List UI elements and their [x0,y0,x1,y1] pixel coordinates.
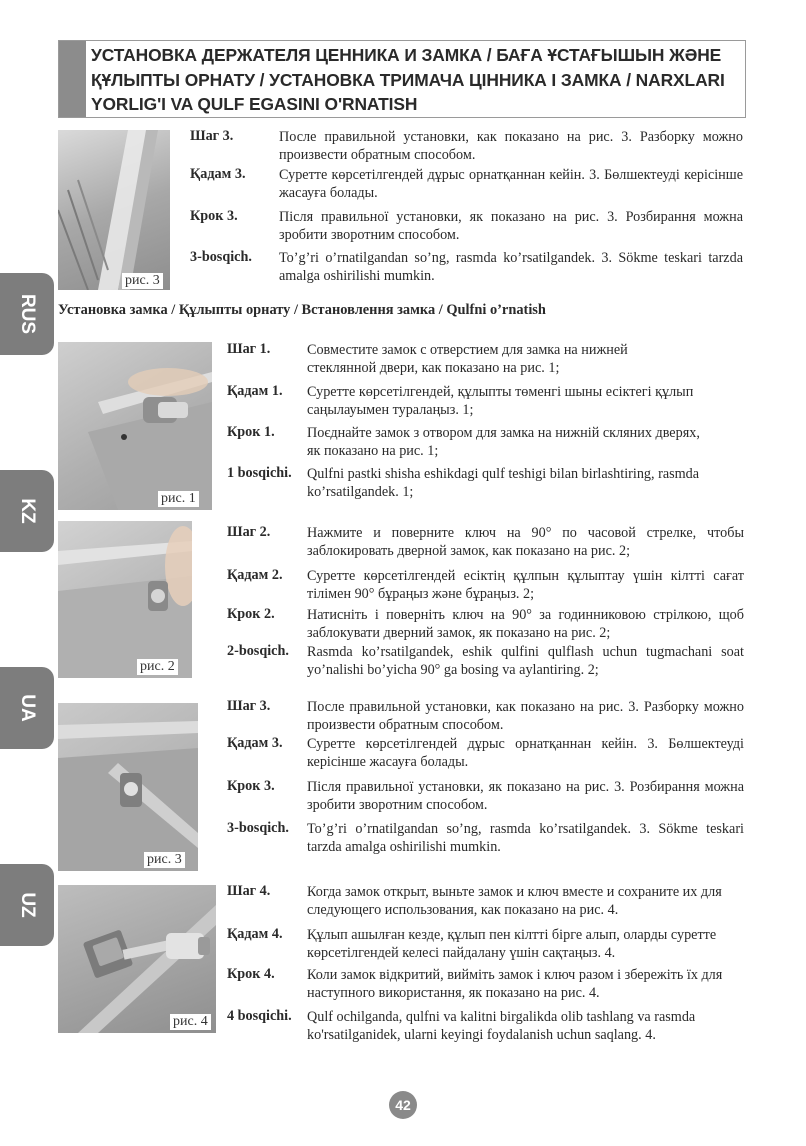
step-text: Совместите замок с отверстием для замка на нижней стеклянной двери, как показано на рис. 1; [307,342,628,376]
price-holder-photo [58,130,170,290]
step-text: Qulfni pastki shisha eshikdagi qulf teshigi bilan birlashtiring, rasmda ko’rsatilgandek. 1; [307,466,700,500]
step-label: Крок 3. [227,778,275,794]
lock-step4-photo [58,885,216,1033]
step-label: 1 bosqichi. [227,465,292,481]
step-text: Суретте көрсетілгендей, құлыпты төменгі шыны есіктегі құлып саңылауымен туралаңыз. 1; [307,384,694,418]
step-label: 3-bosqich. [227,820,289,836]
language-tab-ua: UA [0,667,54,749]
lock-step2-photo [58,521,192,678]
lock-step1-photo [58,342,212,510]
step-label: Қадам 2. [227,567,283,583]
figure-caption: рис. 2 [137,659,178,675]
step-label: 2-bosqich. [227,643,289,659]
step-label: Шаг 4. [227,883,271,899]
step-text: Після правильної установки, як показано на рис. 3. Розбирання можна зробити зворотним способом. [307,779,744,813]
figure-caption: рис. 3 [144,852,185,868]
step-label: Крок 4. [227,966,275,982]
step-text: Натисніть і поверніть ключ на 90° за годинниковою стрілкою, щоб заблокувати дверний замок, як показано на рис. 2; [307,607,744,641]
step-label: Шаг 2. [227,524,271,540]
step-label: Қадам 3. [190,166,246,182]
title-accent-bar [59,41,86,117]
step-label: 4 bosqichi. [227,1008,292,1024]
step-text: To’g’ri o’rnatilgandan so’ng, rasmda ko’rsatilgandek. 3. Sökme teskari tarzda amalga oshirilishi mumkin. [307,821,744,855]
section-title-box [58,40,746,118]
step-text: To’g’ri o’rnatilgandan so’ng, rasmda ko’rsatilgandek. 3. Sökme teskari tarzda amalga oshirilishi mumkin. [279,250,743,284]
step-text: Когда замок открыт, выньте замок и ключ вместе и сохраните их для следующего использования, как показано на рис. 4. [307,884,722,918]
step-text: После правильной установки, как показано на рис. 3. Разборку можно произвести обратным способом. [279,129,743,163]
page-number: 42 [389,1091,417,1119]
step-label: Қадам 1. [227,383,283,399]
step-label: 3-bosqich. [190,249,252,265]
step-label: Шаг 1. [227,341,271,357]
step-text: После правильной установки, как показано на рис. 3. Разборку можно произвести обратным способом. [307,699,744,733]
step-label: Шаг 3. [190,128,234,144]
step-text: Суретте көрсетілгендей дұрыс орнатқаннан кейін. 3. Бөлшектеуді керісінше жасауға болады. [307,736,744,770]
step-text: Суретте көрсетілгендей есіктің құлпын құлыптау үшін кілтті сағат тілімен 90° бұраңыз және бұраңыз. 2; [307,568,744,602]
step-text: Құлып ашылған кезде, құлып пен кілтті бірге алып, оларды суретте көрсетілгендей келесі пайдалану үшін сақтаңыз. 4. [307,927,717,961]
figure-caption: рис. 4 [170,1014,211,1030]
lock-installation-heading: Установка замка / Құлыпты орнату / Встановлення замка / Qulfni o’rnatish [58,302,546,318]
step-label: Крок 2. [227,606,275,622]
step-label: Қадам 4. [227,926,283,942]
step-label: Шаг 3. [227,698,271,714]
page-title: УСТАНОВКА ДЕРЖАТЕЛЯ ЦЕННИКА И ЗАМКА / БАҒА ҰСТАҒЫШЫН ЖӘНЕ ҚҰЛЫПТЫ ОРНАТУ / УСТАНОВКА ТРИМАЧА ЦІННИКА І ЗАМКА / NARXLARI YORLIG'I VA QULF EGASINI O'RNATISH [91,45,725,114]
language-tab-uz: UZ [0,864,54,946]
language-tab-rus: RUS [0,273,54,355]
step-text: Qulf ochilganda, qulfni va kalitni birgalikda olib tashlang va rasmda ko'rsatilganidek, ularni keyingi foydalanish uchun saqlang. 4. [307,1009,696,1043]
step-text: Поєднайте замок з отвором для замка на нижній скляних дверях, як показано на рис. 1; [307,425,700,459]
step-text: Суретте көрсетілгендей дұрыс орнатқаннан кейін. 3. Бөлшектеуді керісінше жасауға болады. [279,167,743,201]
step-text: Після правильної установки, як показано на рис. 3. Розбирання можна зробити зворотним способом. [279,209,743,243]
figure-caption: рис. 1 [158,491,199,507]
step-text: Коли замок відкритий, вийміть замок і ключ разом і збережіть їх для наступного використання, як показано на рис. 4. [307,967,723,1001]
step-label: Крок 1. [227,424,275,440]
step-text: Rasmda ko’rsatilgandek, eshik qulfini qulflash uchun tugmachani soat yo’nalishi bo’yicha 90° ga bosing va aylantiring. 2; [307,644,744,678]
step-label: Крок 3. [190,208,238,224]
figure-caption: рис. 3 [122,273,163,289]
language-tab-kz: KZ [0,470,54,552]
step-text: Нажмите и поверните ключ на 90° по часовой стрелке, чтобы заблокировать дверной замок, как показано на рис. 2; [307,525,744,559]
step-label: Қадам 3. [227,735,283,751]
lock-step3-photo [58,703,198,871]
